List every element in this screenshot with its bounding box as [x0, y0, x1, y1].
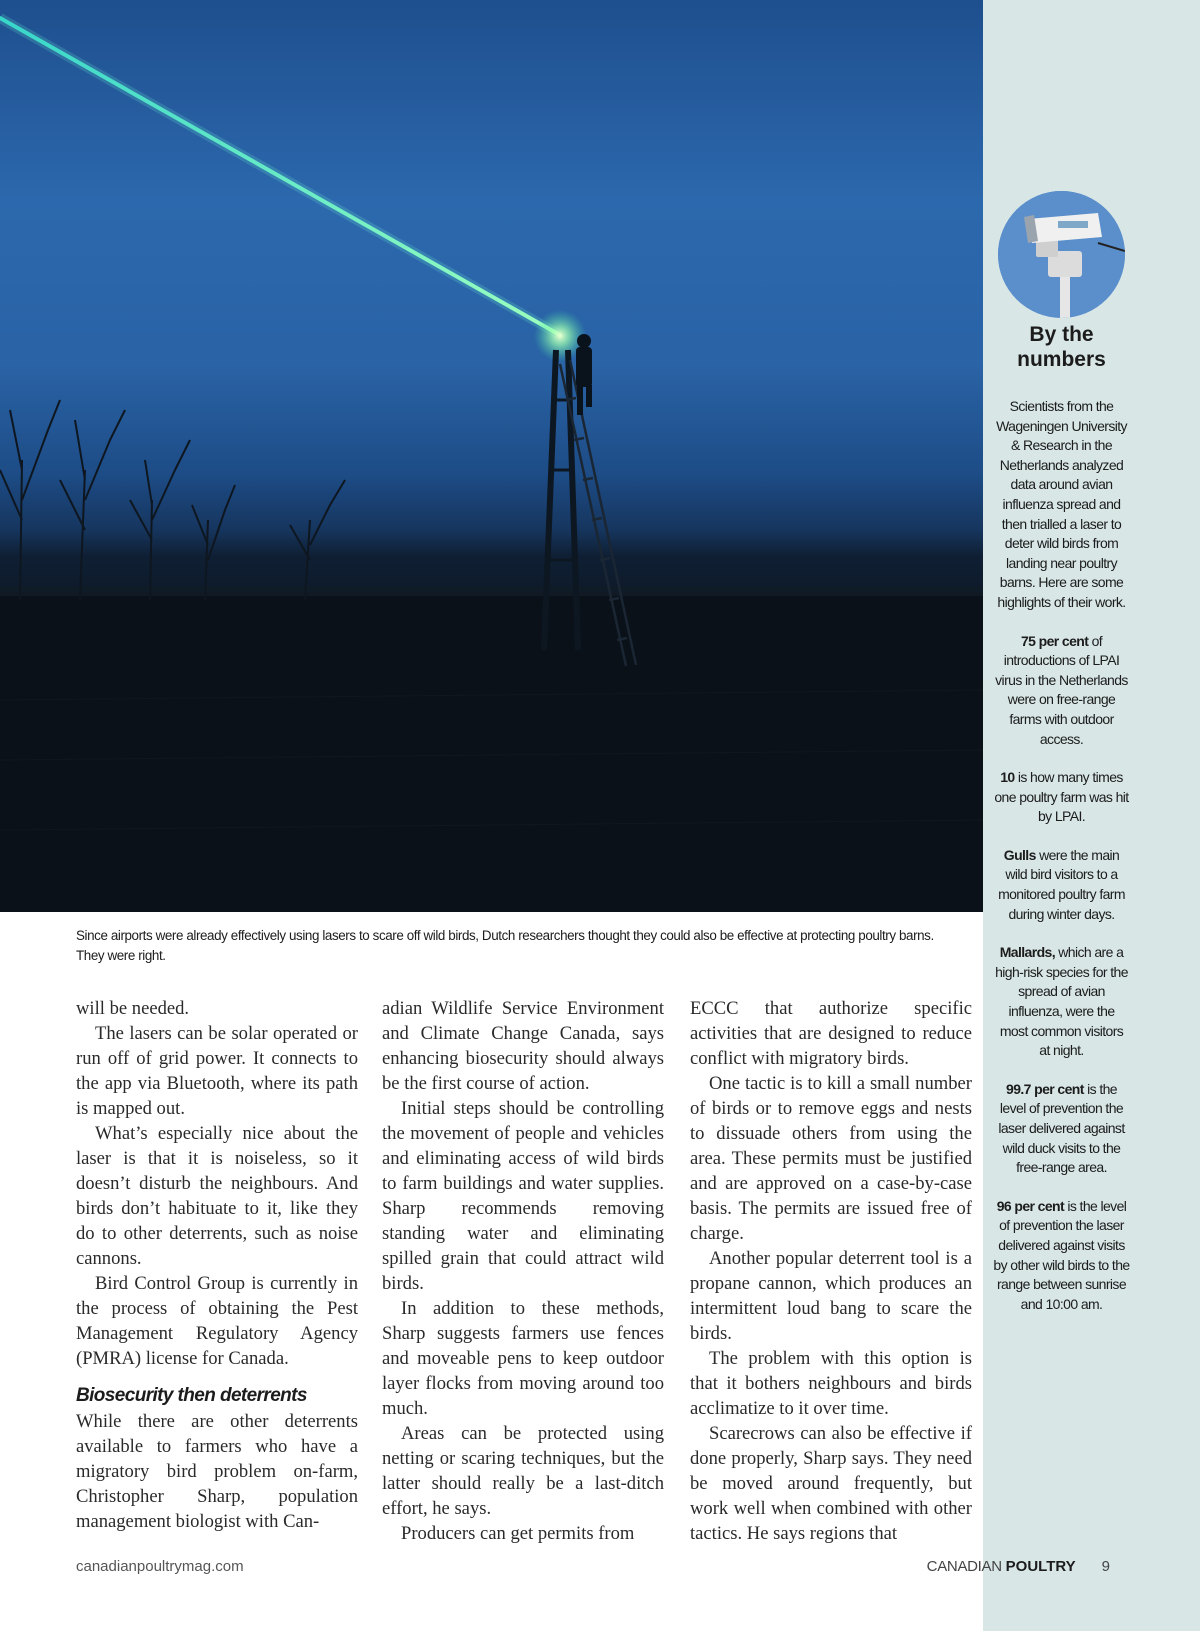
- stat-highlight: 10: [1000, 769, 1015, 786]
- paragraph: In addition to these methods, Sharp suggests farmers use fences and moveable pens to keep outdoor layer flocks from moving around too much.: [382, 1298, 664, 1419]
- sidebar-by-the-numbers: [983, 0, 1200, 1631]
- section-heading: Biosecurity then deterrents: [76, 1385, 307, 1406]
- sidebar-title-line2: numbers: [1017, 348, 1106, 371]
- paragraph: Scarecrows can also be effective if done properly, Sharp says. They need be moved around frequently, but work well when combined with other tactics. He says regions that: [690, 1423, 972, 1544]
- sidebar-intro: Scientists from the Wageningen University & Research in the Netherlands analyzed data around avian influenza spread and then trialled a laser to deter wild birds from landing near poultry barns. Here are some highlights of their work.: [996, 398, 1127, 610]
- paragraph: Bird Control Group is currently in the process of obtaining the Pest Management Regulatory Agency (PMRA) license for Canada.: [76, 1273, 358, 1369]
- paragraph: The lasers can be solar operated or run off of grid power. It connects to the app via Bluetooth, where its path is mapped out.: [76, 1023, 358, 1119]
- bare-trees: [0, 400, 345, 600]
- sidebar-title-line1: By the: [1029, 323, 1094, 346]
- paragraph: will be needed.: [76, 998, 190, 1019]
- page-number: 9: [1101, 1558, 1110, 1575]
- stat-highlight: 96 per cent: [996, 1197, 1065, 1214]
- paragraph: Producers can get permits from: [401, 1523, 635, 1544]
- footer-brand: [927, 1558, 1110, 1575]
- paragraph: While there are other deterrents available to farmers who have a migratory bird problem on-farm, Christopher Sharp, population management biologist with Can-: [76, 1411, 358, 1532]
- paragraph: The problem with this option is that it bothers neighbours and birds acclimatize to it over time.: [690, 1348, 972, 1419]
- paragraph: What’s especially nice about the laser is that it is noiseless, so it doesn’t disturb the neighbours. And birds don’t habituate to it, like they do to other deterrents, such as noise cannons.: [76, 1123, 358, 1269]
- laser-device-photo: [998, 191, 1125, 318]
- sidebar-stat: [993, 943, 1130, 1061]
- paragraph: Areas can be protected using netting or scaring techniques, but the latter should really be a last-ditch effort, he says.: [382, 1423, 664, 1519]
- article-column-1: [76, 996, 358, 1534]
- stat-text: is the level of prevention the laser delivered against wild duck visits to the free-range area.: [998, 1080, 1125, 1176]
- stat-text: is the level of prevention the laser delivered against visits by other wild birds to the range between sunrise and 10:00 am.: [993, 1197, 1130, 1312]
- laser-tower-illustration: [0, 0, 983, 912]
- paragraph: ECCC that authorize specific activities that are designed to reduce conflict with migratory birds.: [690, 998, 972, 1069]
- laser-device-icon: [998, 191, 1125, 318]
- paragraph: Another popular deterrent tool is a propane cannon, which produces an intermittent loud bang to scare the birds.: [690, 1248, 972, 1344]
- paragraph: Initial steps should be controlling the movement of people and vehicles and eliminating access of wild birds to farm buildings and water supplies. Sharp recommends removing standing water and eliminating spilled grain that could attract wild birds.: [382, 1098, 664, 1294]
- stat-highlight: Gulls: [1003, 846, 1036, 863]
- article-column-3: [690, 996, 972, 1546]
- hero-photo: [0, 0, 983, 912]
- photo-caption: Since airports were already effectively using lasers to scare off wild birds, Dutch researchers thought they could also be effective at protecting poultry barns. They were right.: [76, 928, 934, 963]
- stat-text: is how many times one poultry farm was hit by LPAI.: [994, 769, 1129, 825]
- footer-brand-part2: POULTRY: [1005, 1558, 1076, 1575]
- sidebar-body: [993, 397, 1130, 1333]
- sidebar-stat: [993, 1197, 1130, 1315]
- paragraph: One tactic is to kill a small number of birds or to remove eggs and nests to dissuade others from using the area. These permits must be justified and are approved on a case-by-case basis. The permits are issued free of charge.: [690, 1073, 972, 1244]
- sidebar-stat: [993, 768, 1130, 827]
- stat-text: were the main wild bird visitors to a monitored poultry farm during winter days.: [998, 846, 1125, 922]
- footer-brand-part1: CANADIAN: [926, 1558, 1006, 1575]
- stat-text: which are a high-risk species for the spread of avian influenza, were the most common visitors at night.: [995, 944, 1128, 1059]
- stat-highlight: Mallards,: [999, 944, 1055, 961]
- sidebar-stat: [993, 846, 1130, 924]
- sidebar-title: [983, 322, 1140, 372]
- stat-highlight: 99.7 per cent: [1006, 1080, 1084, 1097]
- footer-website: canadianpoultrymag.com: [76, 1558, 244, 1575]
- sidebar-stat: [993, 1080, 1130, 1178]
- stat-text: of introductions of LPAI virus in the Netherlands were on free-range farms with outdoor access.: [995, 632, 1128, 747]
- paragraph: adian Wildlife Service Environment and Climate Change Canada, says enhancing biosecurity should always be the first course of action.: [382, 998, 664, 1094]
- stat-highlight: 75 per cent: [1020, 632, 1089, 649]
- article-column-2: [382, 996, 664, 1546]
- sidebar-stat: [993, 632, 1130, 750]
